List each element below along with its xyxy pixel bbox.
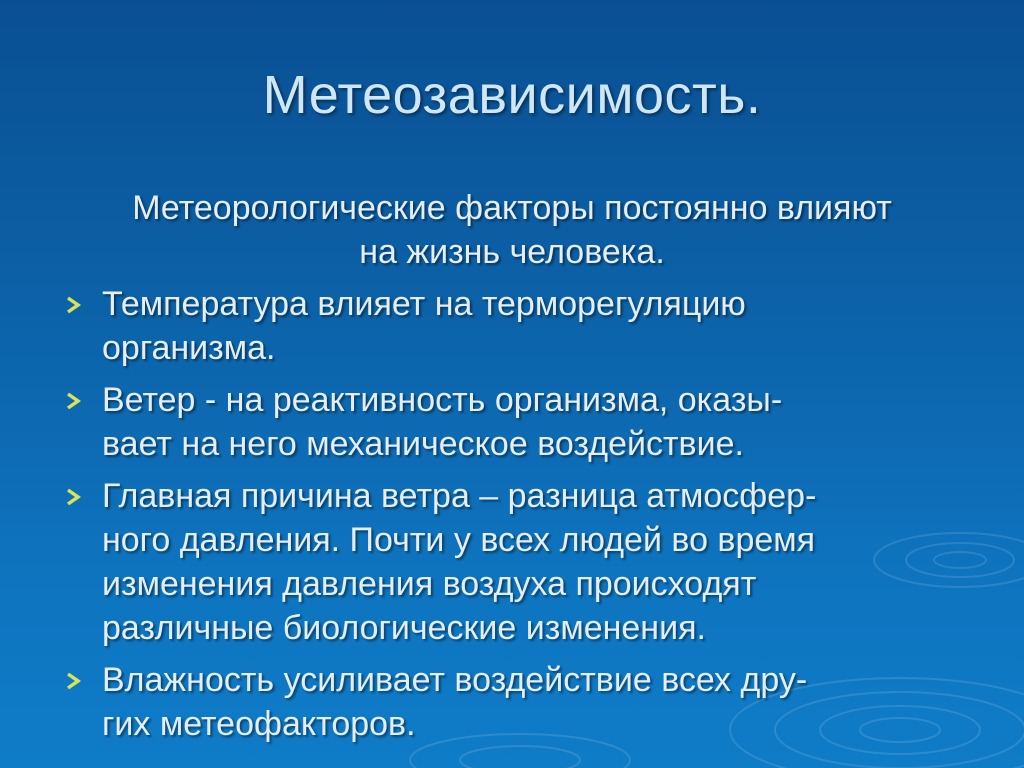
intro-text-content: Метеорологические факторы постоянно влияют на жизнь человека. [132, 189, 892, 271]
chevron-right-icon [64, 380, 86, 420]
bullet-text: Температура влияет на терморегуляцию организма. [102, 285, 746, 367]
bullet-item [60, 658, 980, 746]
bullet-item [60, 282, 980, 370]
chevron-right-icon [64, 284, 86, 324]
intro-text [40, 186, 984, 274]
slide-title: Метеозависимость. [262, 65, 762, 125]
bullet-item [60, 474, 980, 650]
bullet-text: Ветер - на реактивность организма, оказы- вает на него механическое воздействие. [102, 381, 783, 463]
bullet-text: Главная причина ветра – разница атмосфер- ного давления. Почти у всех людей во время изменения давления воздуха происходят различные биологические изменения. [102, 477, 817, 647]
chevron-right-icon [64, 660, 86, 700]
bullet-item [60, 378, 980, 466]
chevron-right-icon [64, 476, 86, 516]
bullet-list [60, 282, 980, 754]
bullet-text: Влажность усиливает воздействие всех дру- гих метеофакторов. [102, 661, 808, 743]
